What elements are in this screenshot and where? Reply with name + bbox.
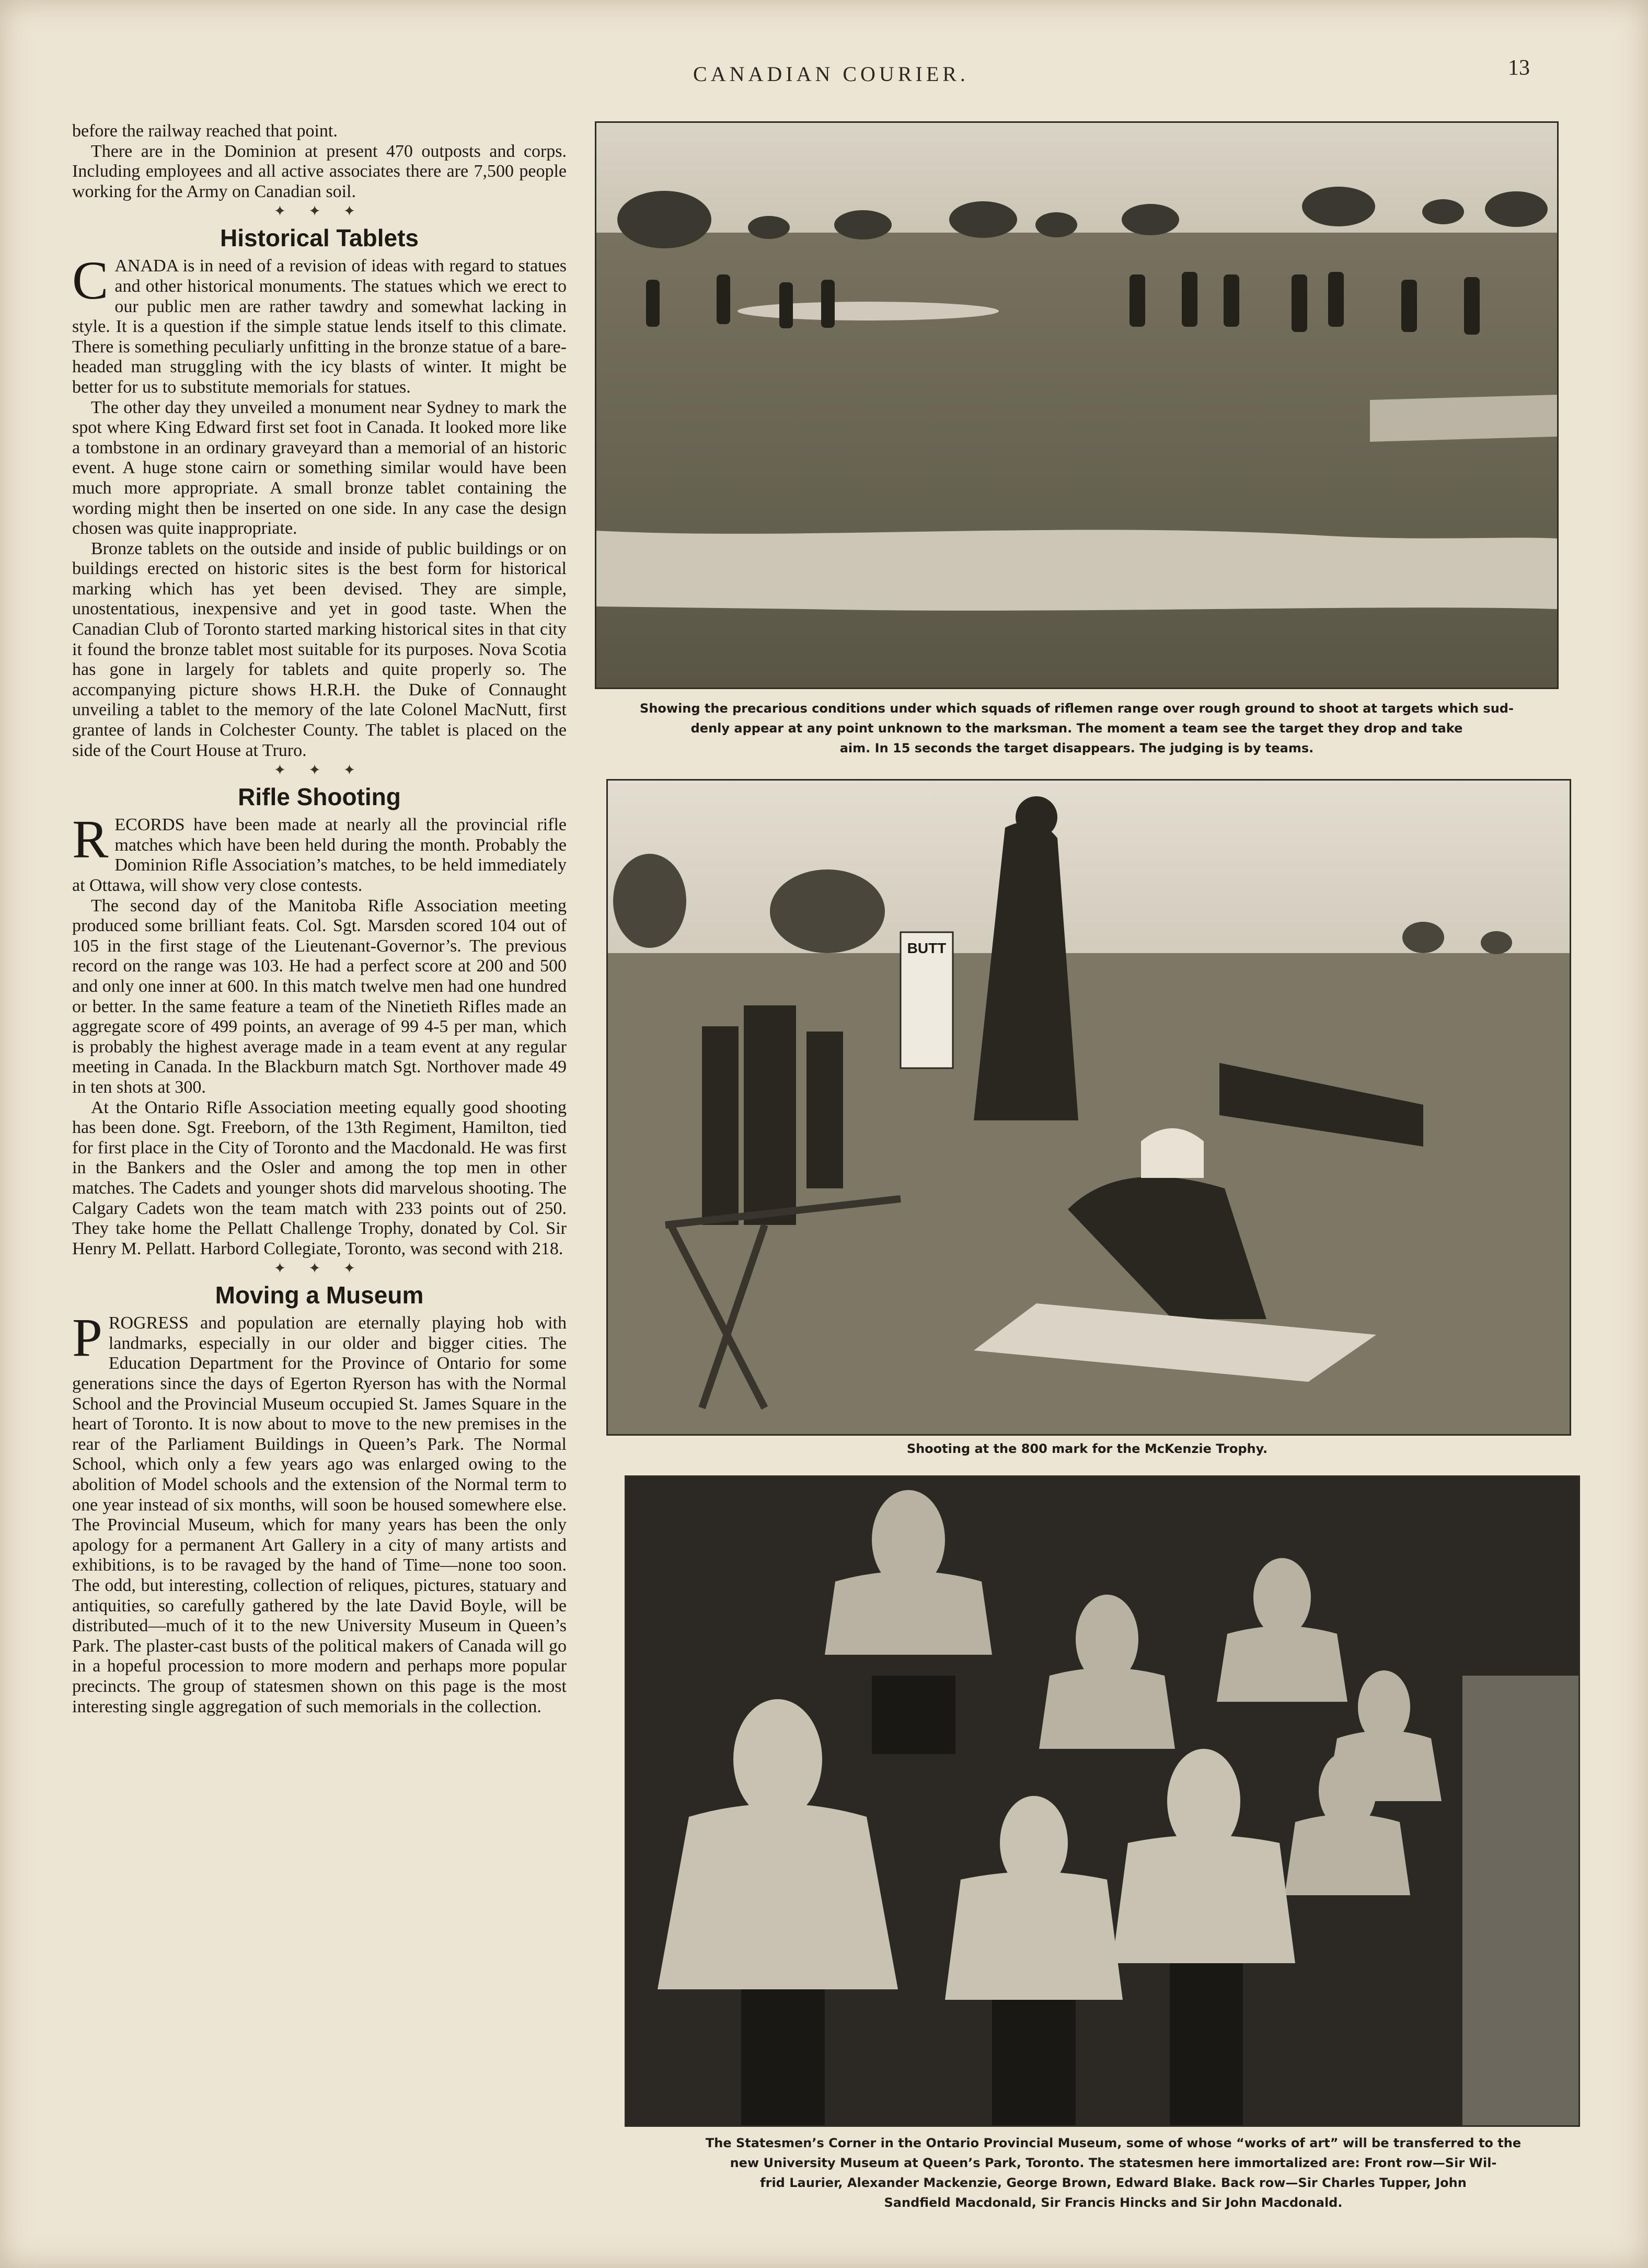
photo-statesmen-busts: [625, 1475, 1580, 2127]
dropcap: P: [72, 1308, 102, 1368]
heading-rifle-shooting: Rifle Shooting: [238, 783, 401, 811]
heading-moving-a-museum: Moving a Museum: [215, 1281, 424, 1309]
historical-p3: Bronze tablets on the outside and inside of public buildings or on buildings erected on historic sites is the best form for historical marking which has yet been devised. They are simple, unostentatious, inexpensive and yet in good taste. When the Canadian Club of Toronto started marking historical sites in that city it found the bronze tablet most suitable for its purposes. Nova Scotia has gone in largely for tablets and quite properly so. The accompanying picture shows H.R.H. the Duke of Connaught unveiling a tablet to the memory of the late Colonel MacNutt, first grantee of lands in Colchester County. The tablet is placed on the side of the Court House at Truro.: [72, 539, 567, 760]
running-head: CANADIAN COURIER.: [693, 62, 969, 86]
historical-p2: The other day they unveiled a monument near Sydney to mark the spot where King Edward first set foot in Canada. It looked more like a tombstone in an ordinary graveyard than a memorial of an historic event. A huge stone cairn or something similar would have been much more appropriate. A small bronze tablet containing the wording might then be inserted on one side. In any case the design chosen was quite inappropriate.: [72, 397, 567, 539]
section-ornament: ✦ ✦ ✦: [273, 203, 365, 220]
museum-p1: PROGRESS and population are eternally playing hob with landmarks, especially in our older and bigger cities. The Education Department for the Province of Ontario for some generations since the days of Egerton Ryerson has with the Normal School and the Provincial Museum occupied St. James Square in the heart of Toronto. It is now about to move to the new premises in the rear of the Parliament Buildings in Queen’s Park. The Normal School, which only a few years ago was enlarged owing to the abolition of Model schools and the extension of the Normal term to one year instead of six months, will soon be housed somewhere else. The Provincial Museum, which for many years has been the only apology for a permanent Art Gallery in a city of many artists and exhibitions, is to be ravaged by the hand of Time—none too soon. The odd, but interesting, collection of reliques, pictures, statuary and antiquities, so carefully gathered by the late David Boyle, will be distributed—much of it to the new University Museum in Queen’s Park. The plaster-cast busts of the political makers of Canada will go in a hopeful procession to more modern and perhaps more popular precincts. The group of statesmen shown on this page is the most interesting single aggregation of such memorials in the collection.: [72, 1308, 567, 1716]
text-column: [72, 121, 567, 1717]
historical-p1: CANADA is in need of a revision of ideas with regard to statues and other historical monuments. The statues which we erect to our public men are rather tawdry and somewhat lacking in style. It is a question if the simple statue lends itself to this climate. There is something peculiarly unfitting in the bronze statue of a bare-headed man struggling with the icy blasts of winter. It might be better for us to substitute memorials for statues.: [72, 250, 567, 397]
section-ornament: ✦ ✦ ✦: [273, 762, 365, 779]
rifle-p1: RECORDS have been made at nearly all the provincial rifle matches which have been held during the month. Probably the Dominion Rifle Association’s matches, to be held immediately at Ottawa, will show very close contests.: [72, 809, 567, 895]
photo-800-mark: [606, 779, 1571, 1436]
dropcap: C: [72, 250, 109, 311]
page-number: 13: [1508, 56, 1530, 80]
rifle-p2: The second day of the Manitoba Rifle Association meeting produced some brilliant feats. Col. Sgt. Marsden scored 104 out of 105 in the first stage of the Lieutenant-Governor’s. The previous record on the range was 103. He had a perfect score at 200 and 500 and only one inner at 600. In this match twelve men had one hundred or better. In the same feature a team of the Ninetieth Rifles made an aggregate score of 499 points, an average of 99 4-5 per man, which is probably the highest average made in a team event at any regular meeting in Canada. In the Blackburn match Sgt. Northover made 49 in ten shots at 300.: [72, 896, 567, 1097]
intro-line: before the railway reached that point.: [72, 121, 338, 141]
butt-sign: BUTT: [907, 940, 947, 956]
intro-paragraph: There are in the Dominion at present 470 outposts and corps. Including employees and all active associates there are 7,500 people working for the Army on Canadian soil.: [72, 141, 567, 201]
caption-800-mark: Shooting at the 800 mark for the McKenzie Trophy.: [906, 1441, 1268, 1456]
photo-riflemen-field: [595, 121, 1559, 689]
section-ornament: ✦ ✦ ✦: [273, 1261, 365, 1277]
dropcap: R: [72, 809, 109, 870]
busts-illustration: [626, 1477, 1578, 2125]
rifle-p3: At the Ontario Rifle Association meeting equally good shooting has been done. Sgt. Freeborn, of the 13th Regiment, Hamilton, tied for first place in the City of Toronto and the Macdonald. He was first in the Bankers and the Osler and among the top men in other matches. The Cadets and younger shots did marvelous shooting. The Calgary Cadets won the team match with 233 points out of 250. They take home the Pellatt Challenge Trophy, donated by Col. Sir Henry M. Pellatt. Harbord Collegiate, Toronto, was second with 218.: [72, 1097, 567, 1258]
field-illustration: [596, 123, 1557, 688]
heading-historical-tablets: Historical Tablets: [220, 224, 419, 252]
caption-riflemen-field: Showing the precarious conditions under which squads of riflemen range over rough ground to shoot at targets which sud- denly appear at any point unknown to the marksman. The moment a team see the target they drop and take aim. In 15 seconds the target disappears. The judging is by teams.: [640, 701, 1514, 755]
range-illustration: [608, 781, 1570, 1434]
caption-statesmen-busts: The Statesmen’s Corner in the Ontario Provincial Museum, some of whose “works of art” will be transferred to the new University Museum at Queen’s Park, Toronto. The statesmen here immortalized are: Front row—Sir Wil- frid Laurier, Alexander Mackenzie, George Brown, Edward Blake. Back row—Sir Charles Tupper, John Sandfield Macdonald, Sir Francis Hincks and Sir John Macdonald.: [705, 2136, 1522, 2210]
